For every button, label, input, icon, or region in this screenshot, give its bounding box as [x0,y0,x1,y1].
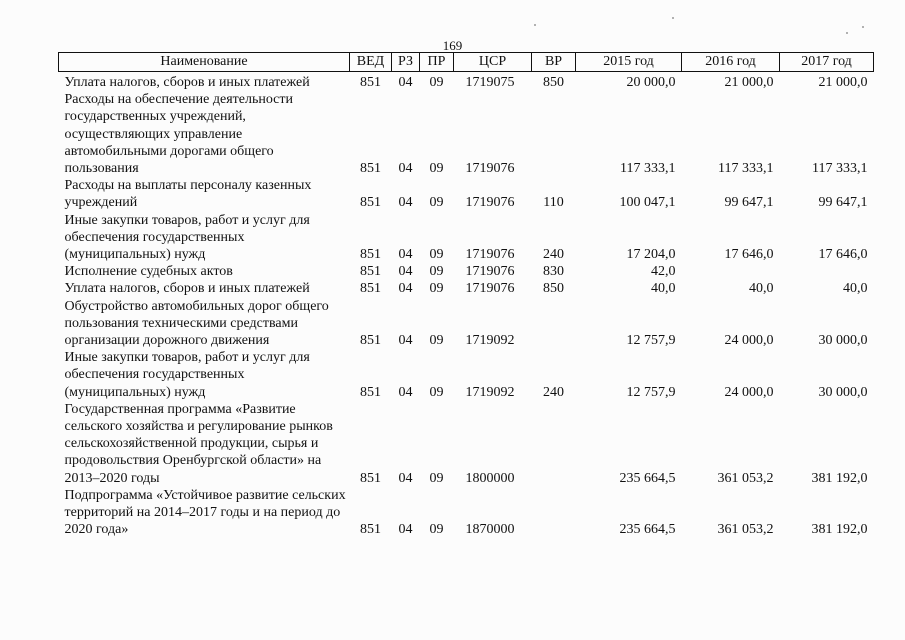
cell-2017: 381 192,0 [811,522,868,538]
cell-pr: 09 [429,470,444,486]
cell-ved: 851 [360,333,381,349]
cell-name: Расходы на обеспечение деятельности государственных учреждений, осуществляющих управление автомобильными дорогами общего пользования [64,92,293,177]
cell-pr: 09 [429,247,444,263]
cell-ved: 851 [360,384,381,400]
scan-speck [862,26,864,28]
cell-2015: 12 757,9 [626,333,676,349]
cell-name: Исполнение судебных актов [64,264,233,280]
cell-2016: 361 053,2 [717,470,774,486]
cell-2017: 99 647,1 [818,195,868,211]
cell-ved: 851 [360,247,381,263]
cell-2016: 40,0 [749,281,774,297]
table-row [59,349,874,401]
cell-rz: 04 [398,522,413,538]
scan-speck [534,24,536,26]
cell-pr: 09 [429,281,444,297]
table-row [59,401,874,487]
cell-vr [532,91,576,177]
cell-2015: 235 664,5 [619,522,676,538]
cell-name: Уплата налогов, сборов и иных платежей [64,281,310,297]
cell-2017: 17 646,0 [818,247,868,263]
cell-csr: 1870000 [465,522,515,538]
cell-pr: 09 [429,522,444,538]
cell-name: Иные закупки товаров, работ и услуг для обеспечения государственных (муниципальных) нужд [64,350,310,400]
cell-name: Подпрограмма «Устойчивое развитие сельских территорий на 2014–2017 годы и на период до 2020 года» [64,487,346,538]
header-name: Наименование [59,53,350,72]
table-row [59,298,874,350]
table-row [59,91,874,177]
cell-vr [532,401,576,487]
cell-rz: 04 [398,195,413,211]
cell-ved: 851 [360,75,381,90]
cell-csr: 1719075 [465,75,515,90]
cell-rz: 04 [398,333,413,349]
cell-name: Расходы на выплаты персоналу казенных учреждений [64,178,312,211]
cell-pr: 09 [429,333,444,349]
cell-vr: 240 [543,384,564,400]
cell-2017: 40,0 [843,281,868,297]
cell-2016: 99 647,1 [724,195,774,211]
cell-rz: 04 [398,247,413,263]
table-row [59,72,874,92]
header-rz: РЗ [392,53,420,72]
cell-2017: 117 333,1 [812,161,868,177]
cell-name: Уплата налогов, сборов и иных платежей [64,75,310,90]
cell-2016: 361 053,2 [717,522,774,538]
cell-2015: 117 333,1 [620,161,676,177]
cell-2016: 17 646,0 [724,247,774,263]
cell-csr: 1719092 [465,384,515,400]
cell-pr: 09 [429,75,444,90]
cell-rz: 04 [398,75,413,90]
cell-pr: 09 [429,161,444,177]
page-number: 169 [442,38,463,53]
cell-pr: 09 [429,195,444,211]
cell-2016: 24 000,0 [724,384,774,400]
cell-2015: 235 664,5 [619,470,676,486]
cell-2015: 42,0 [651,264,676,280]
cell-2015: 12 757,9 [626,384,676,400]
scan-speck [672,17,674,19]
cell-2015: 17 204,0 [626,247,676,263]
cell-ved: 851 [360,264,381,280]
cell-2016: 24 000,0 [724,333,774,349]
cell-2016: 117 333,1 [718,161,774,177]
cell-ved: 851 [360,522,381,538]
table-header-row [59,53,874,72]
cell-2015: 100 047,1 [619,195,676,211]
cell-name: Обустройство автомобильных дорог общего пользования техническими средствами организации дорожного движения [64,298,329,349]
cell-2017 [780,263,874,280]
cell-ved: 851 [360,161,381,177]
cell-vr: 110 [543,195,564,211]
cell-csr: 1719076 [465,281,515,297]
table-row [59,177,874,211]
cell-ved: 851 [360,281,381,297]
cell-name: Государственная программа «Развитие сельского хозяйства и регулирование рынков сельскохозяйственной продукции, сырья и продовольствия Оренбургской области» на 2013–2020 годы [64,401,333,486]
cell-vr: 830 [543,264,564,280]
cell-vr [532,487,576,539]
scan-speck [846,32,848,34]
table-row [59,280,874,297]
cell-rz: 04 [398,384,413,400]
cell-pr: 09 [429,264,444,280]
cell-2017: 21 000,0 [818,75,868,90]
cell-rz: 04 [398,264,413,280]
cell-pr: 09 [429,384,444,400]
cell-csr: 1719076 [465,247,515,263]
cell-2017: 30 000,0 [818,384,868,400]
cell-2015: 20 000,0 [626,75,676,90]
cell-rz: 04 [398,281,413,297]
cell-2015: 40,0 [651,281,676,297]
header-ved: ВЕД [350,53,392,72]
budget-table [58,52,874,538]
cell-2017: 381 192,0 [811,470,868,486]
header-2016: 2016 год [682,53,780,72]
cell-csr: 1719092 [465,333,515,349]
header-2017: 2017 год [780,53,874,72]
cell-csr: 1719076 [465,195,515,211]
cell-csr: 1719076 [465,264,515,280]
header-vr: ВР [532,53,576,72]
cell-csr: 1719076 [465,161,515,177]
cell-rz: 04 [398,161,413,177]
cell-name: Иные закупки товаров, работ и услуг для обеспечения государственных (муниципальных) нужд [64,212,310,263]
table-row [59,487,874,539]
cell-ved: 851 [360,195,381,211]
header-csr: ЦСР [454,53,532,72]
header-pr: ПР [420,53,454,72]
table-row [59,263,874,280]
cell-2016: 21 000,0 [724,75,774,90]
cell-rz: 04 [398,470,413,486]
table-row [59,212,874,264]
cell-csr: 1800000 [465,470,515,486]
cell-vr: 850 [543,281,564,297]
header-2015: 2015 год [576,53,682,72]
cell-vr [532,298,576,350]
cell-ved: 851 [360,470,381,486]
cell-2017: 30 000,0 [818,333,868,349]
cell-vr: 240 [543,247,564,263]
cell-2016 [682,263,780,280]
cell-vr: 850 [543,75,564,90]
